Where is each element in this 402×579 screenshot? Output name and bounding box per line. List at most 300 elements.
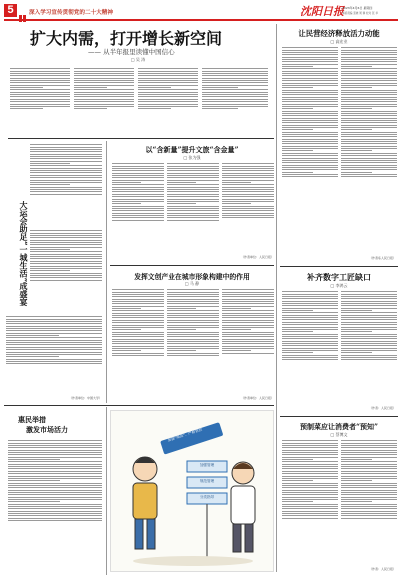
text-line — [138, 104, 198, 105]
text-line — [167, 334, 219, 335]
mid-article-1-signature: （作者单位：人民日报） — [240, 255, 274, 259]
text-line — [222, 317, 274, 318]
text-line — [167, 292, 219, 293]
text-line — [282, 78, 338, 79]
text-line — [6, 349, 102, 350]
page-number-badge: 5 — [4, 4, 17, 17]
text-line — [112, 310, 164, 311]
text-line — [74, 71, 134, 72]
text-line — [30, 230, 102, 231]
text-line — [282, 341, 338, 342]
column-divider — [276, 24, 277, 572]
text-line — [167, 346, 219, 347]
text-line — [341, 134, 397, 135]
text-line — [282, 327, 338, 328]
text-line — [341, 450, 397, 451]
text-line — [282, 125, 338, 126]
text-line — [112, 346, 164, 347]
text-line — [222, 196, 274, 197]
text-line — [282, 122, 338, 123]
text-line — [282, 352, 313, 353]
text-line — [6, 342, 102, 343]
text-line — [8, 478, 102, 479]
text-line — [112, 308, 141, 309]
text-line — [167, 294, 219, 295]
text-line — [167, 201, 219, 202]
text-line — [167, 182, 196, 183]
right-top-author: □ 高宏业 — [330, 39, 348, 44]
text-line — [282, 355, 338, 356]
text-line — [10, 82, 70, 83]
text-line — [282, 127, 338, 128]
text-line — [341, 506, 397, 507]
text-line — [112, 210, 164, 211]
text-line — [138, 82, 198, 83]
text-line — [282, 485, 338, 486]
text-line — [222, 332, 274, 333]
text-line — [167, 203, 196, 204]
text-line — [30, 249, 70, 250]
text-line — [222, 303, 274, 304]
text-line — [282, 294, 338, 295]
text-line — [74, 78, 134, 79]
text-line — [30, 263, 102, 264]
text-line — [167, 317, 219, 318]
right-mid-author: □ 李鸿云 — [330, 283, 348, 288]
text-line — [10, 78, 70, 79]
text-line — [138, 80, 198, 81]
text-line — [112, 325, 164, 326]
text-line — [282, 106, 338, 107]
text-line — [8, 490, 102, 491]
right-bottom-signature: （作者：人民日报） — [368, 567, 396, 571]
text-line — [167, 339, 219, 340]
text-line — [341, 485, 397, 486]
text-line — [341, 357, 397, 358]
text-line — [8, 501, 60, 502]
text-line — [167, 199, 219, 200]
mid-article-1-col-2 — [167, 162, 219, 258]
section-label: 深入学习宣传贯彻党的二十大精神 — [29, 10, 113, 16]
text-line — [282, 513, 338, 514]
text-line — [222, 334, 274, 335]
text-line — [6, 330, 102, 331]
text-line — [167, 320, 219, 321]
text-line — [112, 336, 164, 337]
text-line — [74, 82, 134, 83]
text-line — [222, 325, 274, 326]
main-article-col-3 — [138, 67, 198, 135]
text-line — [282, 153, 338, 154]
text-line — [341, 113, 397, 114]
text-line — [112, 177, 164, 178]
text-line — [341, 454, 397, 455]
text-line — [167, 315, 219, 316]
text-line — [202, 99, 268, 100]
text-line — [341, 150, 372, 151]
text-line — [202, 106, 268, 107]
text-line — [112, 294, 164, 295]
left-vertical-signature: （作者单位：中国大学） — [68, 396, 102, 400]
text-line — [30, 165, 102, 166]
text-line — [8, 471, 102, 472]
text-line — [30, 189, 102, 190]
text-line — [282, 68, 338, 69]
text-line — [167, 299, 219, 300]
text-line — [222, 310, 274, 311]
text-line — [30, 187, 102, 188]
text-line — [222, 329, 251, 330]
text-line — [341, 508, 397, 509]
text-line — [8, 468, 102, 469]
text-line — [341, 68, 397, 69]
text-line — [8, 454, 102, 455]
text-line — [112, 339, 164, 340]
text-line — [282, 136, 338, 137]
text-line — [282, 471, 338, 472]
text-line — [341, 47, 397, 48]
text-line — [341, 497, 397, 498]
text-line — [8, 445, 102, 446]
text-line — [341, 129, 372, 130]
text-line — [341, 301, 397, 302]
text-line — [202, 75, 268, 76]
newspaper-logo: 沈阳日报 — [300, 5, 344, 18]
text-line — [6, 335, 59, 336]
left-vertical-article — [4, 141, 104, 403]
text-line — [222, 213, 274, 214]
text-line — [112, 215, 164, 216]
text-line — [10, 80, 70, 81]
text-line — [30, 244, 102, 245]
text-line — [6, 321, 102, 322]
text-line — [138, 108, 171, 109]
text-line — [138, 71, 198, 72]
right-mid-col-2 — [341, 290, 397, 404]
text-line — [282, 478, 338, 479]
text-line — [167, 173, 219, 174]
text-line — [167, 325, 219, 326]
page-header — [0, 0, 402, 24]
text-line — [282, 57, 338, 58]
text-line — [341, 515, 397, 516]
text-line — [167, 308, 196, 309]
text-line — [8, 466, 102, 467]
text-line — [167, 187, 219, 188]
text-line — [341, 310, 372, 311]
text-line — [222, 336, 274, 337]
text-line — [341, 174, 397, 175]
text-line — [341, 61, 397, 62]
text-line — [341, 294, 397, 295]
text-line — [222, 301, 274, 302]
text-line — [282, 61, 338, 62]
left-vertical-col-3 — [6, 315, 102, 395]
text-line — [167, 168, 219, 169]
text-line — [341, 165, 397, 166]
text-line — [282, 336, 338, 337]
text-line — [167, 310, 219, 311]
text-line — [282, 150, 313, 151]
text-line — [112, 353, 164, 354]
text-line — [282, 160, 338, 161]
text-line — [341, 324, 397, 325]
text-line — [112, 201, 164, 202]
text-line — [167, 166, 219, 167]
text-line — [282, 92, 338, 93]
text-line — [282, 312, 338, 313]
left-bottom-col-1 — [8, 439, 102, 571]
text-line — [30, 170, 102, 171]
text-line — [282, 338, 338, 339]
cartoon-sign-2: 规范管理 — [199, 479, 215, 483]
text-line — [8, 452, 102, 453]
text-line — [282, 298, 338, 299]
text-line — [6, 344, 102, 345]
text-line — [341, 447, 397, 448]
text-line — [222, 201, 274, 202]
text-line — [341, 94, 397, 95]
text-line — [202, 73, 268, 74]
text-line — [341, 153, 397, 154]
text-line — [341, 312, 397, 313]
text-line — [341, 80, 397, 81]
text-line — [30, 147, 102, 148]
text-line — [10, 101, 70, 102]
main-article-col-4 — [202, 67, 268, 135]
text-line — [112, 196, 164, 197]
text-line — [222, 292, 274, 293]
text-line — [112, 182, 141, 183]
text-line — [341, 478, 397, 479]
text-line — [6, 319, 102, 320]
text-line — [282, 94, 338, 95]
text-line — [167, 194, 219, 195]
text-line — [341, 64, 397, 65]
text-line — [341, 50, 397, 51]
text-line — [341, 106, 397, 107]
text-line — [282, 59, 338, 60]
text-line — [222, 191, 274, 192]
text-line — [222, 199, 274, 200]
text-line — [138, 75, 198, 76]
text-line — [222, 177, 274, 178]
text-line — [341, 83, 397, 84]
text-line — [341, 352, 372, 353]
mid-article-1-author: □ 张为强 — [183, 155, 201, 160]
text-line — [30, 151, 102, 152]
text-line — [282, 476, 338, 477]
text-line — [282, 447, 338, 448]
left-bottom-article — [4, 407, 104, 575]
text-line — [341, 54, 397, 55]
text-line — [282, 454, 338, 455]
right-mid-title: 补齐数字工匠缺口 — [307, 272, 371, 282]
text-line — [282, 359, 338, 360]
editor-line: 本版责编 张晓 周 耕 校对 张 华 — [342, 12, 379, 15]
text-line — [341, 120, 397, 121]
mid-article-2-col-2 — [167, 288, 219, 398]
text-line — [167, 213, 219, 214]
text-line — [202, 94, 268, 95]
text-line — [282, 47, 338, 48]
text-line — [167, 353, 219, 354]
text-line — [341, 143, 397, 144]
text-line — [167, 343, 219, 344]
text-line — [282, 113, 338, 114]
text-line — [112, 315, 164, 316]
text-line — [112, 320, 164, 321]
text-line — [6, 326, 102, 327]
text-line — [282, 66, 313, 67]
text-line — [30, 275, 102, 276]
left-bottom-title-1: 惠民举措 — [18, 415, 46, 424]
text-line — [282, 172, 313, 173]
text-line — [282, 310, 313, 311]
text-line — [341, 132, 397, 133]
text-line — [8, 504, 102, 505]
text-line — [341, 476, 397, 477]
text-line — [341, 85, 397, 86]
text-line — [222, 320, 274, 321]
text-line — [30, 144, 102, 145]
text-line — [222, 208, 274, 209]
text-line — [74, 106, 134, 107]
text-line — [341, 73, 397, 74]
text-line — [6, 340, 102, 341]
text-line — [8, 440, 102, 441]
right-top-col-2 — [341, 46, 397, 254]
text-line — [341, 136, 397, 137]
text-line — [167, 170, 219, 171]
text-line — [167, 322, 219, 323]
text-line — [222, 296, 274, 297]
text-line — [282, 490, 338, 491]
right-top-col-1 — [282, 46, 338, 254]
text-line — [341, 155, 397, 156]
text-line — [30, 158, 102, 159]
text-line — [222, 294, 274, 295]
text-line — [8, 511, 102, 512]
text-line — [222, 184, 274, 185]
text-line — [222, 189, 274, 190]
text-line — [6, 352, 102, 353]
text-line — [282, 501, 313, 502]
left-vertical-col-2 — [30, 229, 102, 311]
main-article-col-1 — [10, 67, 70, 135]
mid-article-1-col-1 — [112, 162, 164, 258]
text-line — [341, 466, 397, 467]
right-top-title: 让民营经济释放活力动能 — [298, 29, 380, 38]
text-line — [167, 217, 219, 218]
main-article-col-2 — [74, 67, 134, 135]
text-line — [112, 301, 164, 302]
text-line — [341, 139, 397, 140]
text-line — [74, 92, 134, 93]
text-line — [282, 511, 338, 512]
text-line — [341, 52, 397, 53]
right-top-signature: （作者系人民日报） — [368, 256, 396, 260]
text-line — [222, 163, 274, 164]
text-line — [138, 94, 198, 95]
text-line — [282, 324, 338, 325]
text-line — [167, 329, 196, 330]
text-line — [30, 237, 102, 238]
text-line — [222, 289, 274, 290]
text-line — [282, 291, 338, 292]
text-line — [341, 317, 397, 318]
text-line — [112, 296, 164, 297]
text-line — [341, 92, 397, 93]
text-line — [167, 336, 219, 337]
text-line — [341, 75, 397, 76]
text-line — [30, 156, 102, 157]
text-line — [74, 99, 134, 100]
text-line — [8, 499, 102, 500]
cartoon-sign-3: 分类指导 — [199, 495, 215, 499]
text-line — [341, 111, 397, 112]
text-line — [8, 513, 102, 514]
text-line — [30, 163, 70, 164]
text-line — [282, 518, 338, 519]
left-vertical-col-1 — [30, 143, 102, 225]
text-line — [30, 247, 102, 248]
text-line — [30, 270, 70, 271]
text-line — [282, 115, 338, 116]
text-line — [8, 473, 102, 474]
text-line — [282, 101, 338, 102]
text-line — [282, 85, 338, 86]
text-line — [282, 343, 338, 344]
right-bottom-col-1 — [282, 439, 338, 567]
text-line — [202, 87, 238, 88]
text-line — [341, 468, 397, 469]
text-line — [341, 71, 397, 72]
text-line — [222, 339, 274, 340]
rule-main-bottom — [8, 138, 274, 139]
text-line — [222, 217, 274, 218]
text-line — [138, 101, 198, 102]
text-line — [138, 68, 198, 69]
text-line — [341, 108, 372, 109]
text-line — [202, 82, 268, 83]
text-line — [222, 313, 274, 314]
text-line — [222, 194, 274, 195]
text-line — [8, 483, 102, 484]
text-line — [167, 289, 219, 290]
rule-right-1 — [280, 266, 398, 267]
text-line — [341, 172, 372, 173]
text-line — [138, 106, 198, 107]
text-line — [222, 346, 274, 347]
text-line — [282, 158, 338, 159]
text-line — [112, 217, 164, 218]
text-line — [282, 303, 338, 304]
text-line — [282, 468, 338, 469]
text-line — [8, 457, 102, 458]
text-line — [138, 87, 171, 88]
text-line — [222, 327, 274, 328]
text-line — [341, 146, 397, 147]
text-line — [112, 313, 164, 314]
text-line — [30, 161, 102, 162]
text-line — [74, 85, 134, 86]
text-line — [202, 92, 268, 93]
mid-article-1-col-3 — [222, 162, 274, 252]
text-line — [341, 440, 397, 441]
text-line — [341, 359, 397, 360]
text-line — [8, 520, 102, 521]
